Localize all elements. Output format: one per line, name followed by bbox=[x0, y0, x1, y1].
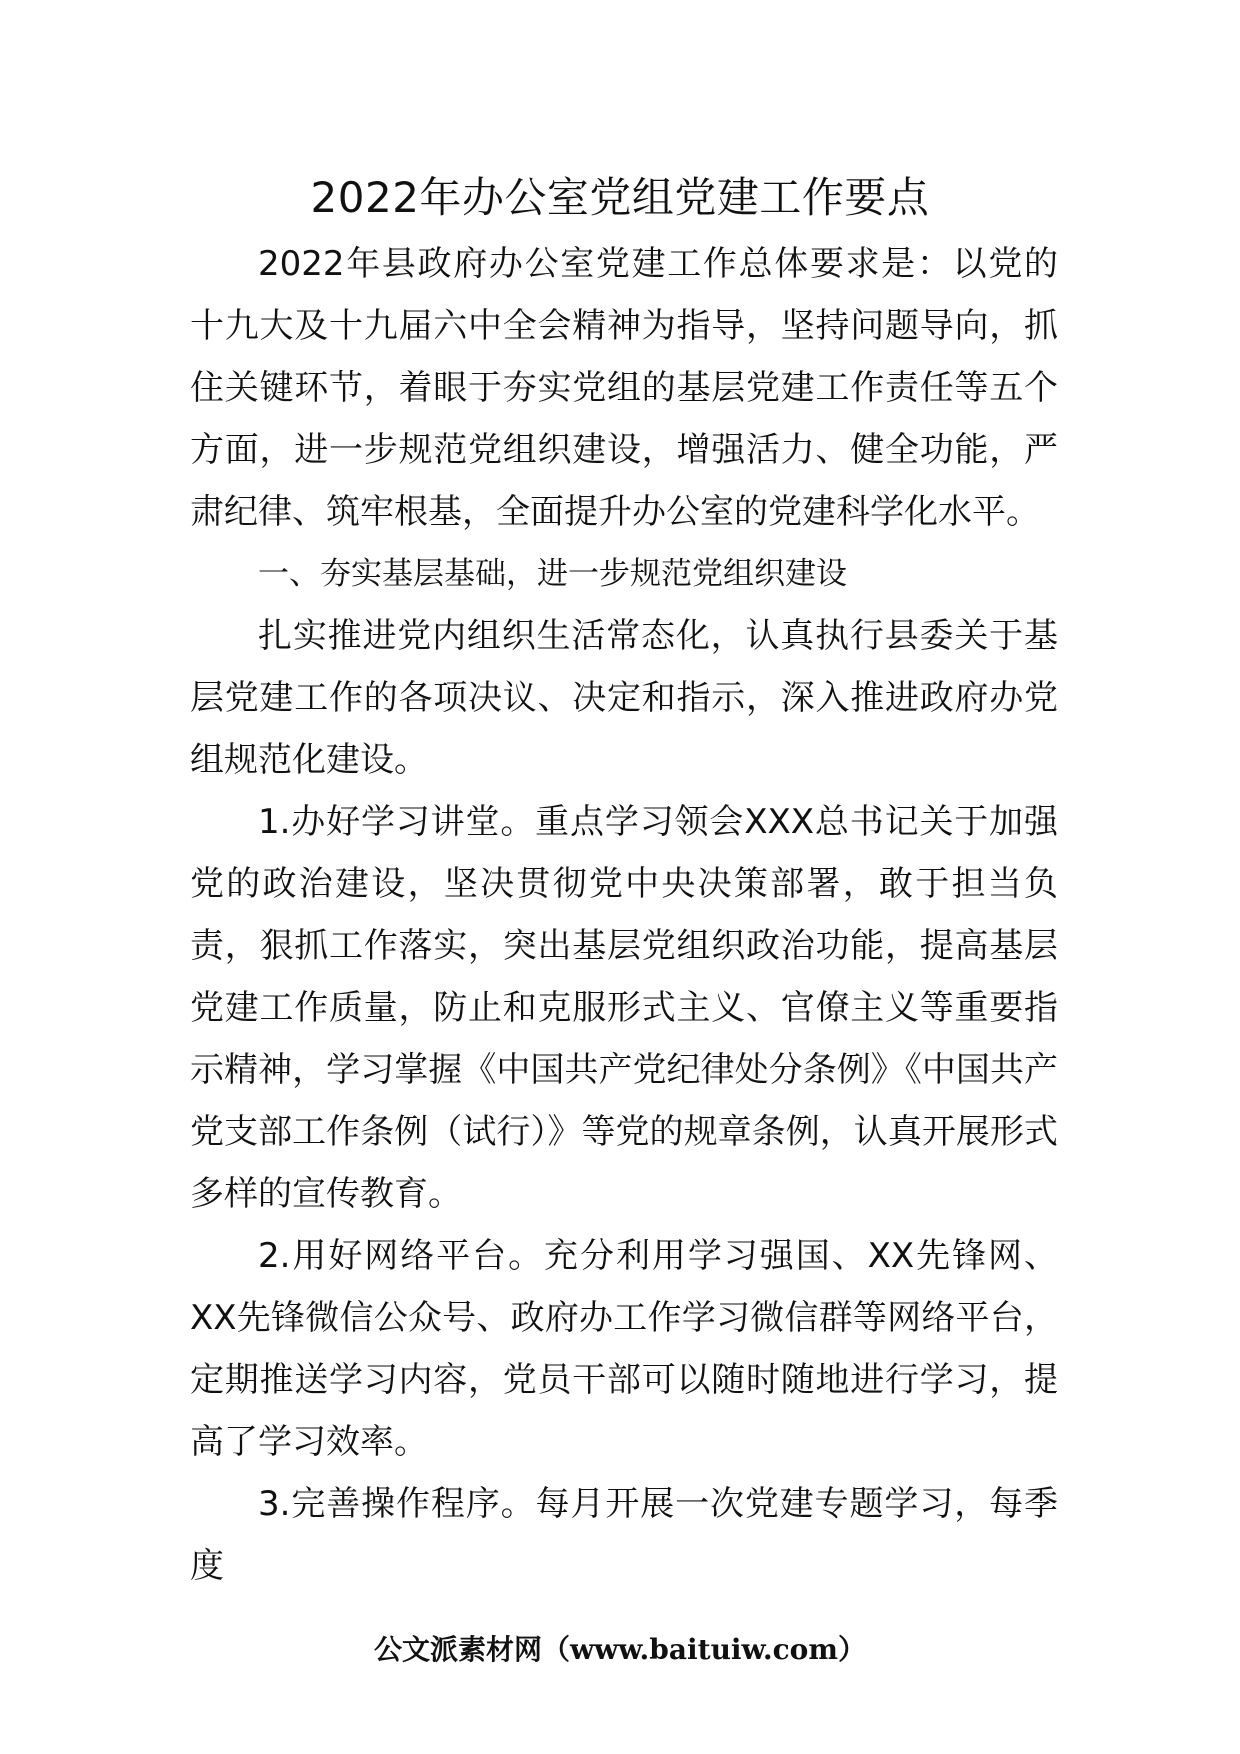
paragraph-section-1: 扎实推进党内组织生活常态化，认真执行县委关于基层党建工作的各项决议、决定和指示，深入推进政府办党组规范化建设。 bbox=[190, 616, 1058, 780]
document-title: 2022年办公室党组党建工作要点 bbox=[310, 173, 930, 222]
paragraph-intro: 2022年县政府办公室党建工作总体要求是：以党的十九大及十九届六中全会精神为指导，坚持问题导向，抓住关键环节，着眼于夯实党组的基层党建工作责任等五个方面，进一步规范党组织建设，增强活力、健全功能，严肃纪律、筑牢根基，全面提升办公室的党建科学化水平。 bbox=[190, 244, 1058, 532]
document-body bbox=[190, 233, 1058, 1597]
footer-watermark: 公文派素材网（www.baituiw.com） bbox=[374, 1633, 866, 1666]
paragraph-item-3: 3.完善操作程序。每月开展一次党建专题学习，每季度 bbox=[190, 1484, 1058, 1586]
paragraph-item-1: 1.办好学习讲堂。重点学习领会XXX总书记关于加强党的政治建设，坚决贯彻党中央决策部署，敢于担当负责，狠抓工作落实，突出基层党组织政治功能，提高基层党建工作质量，防止和克服形式主义、官僚主义等重要指示精神，学习掌握《中国共产党纪律处分条例》《中国共产党支部工作条例（试行）》等党的规章条例，认真开展形式多样的宣传教育。 bbox=[190, 802, 1058, 1214]
section-heading-1: 一、夯实基层基础，进一步规范党组织建设 bbox=[258, 556, 847, 592]
paragraph-item-2: 2.用好网络平台。充分利用学习强国、XX先锋网、XX先锋微信公众号、政府办工作学习微信群等网络平台，定期推送学习内容，党员干部可以随时随地进行学习，提高了学习效率。 bbox=[190, 1236, 1058, 1462]
